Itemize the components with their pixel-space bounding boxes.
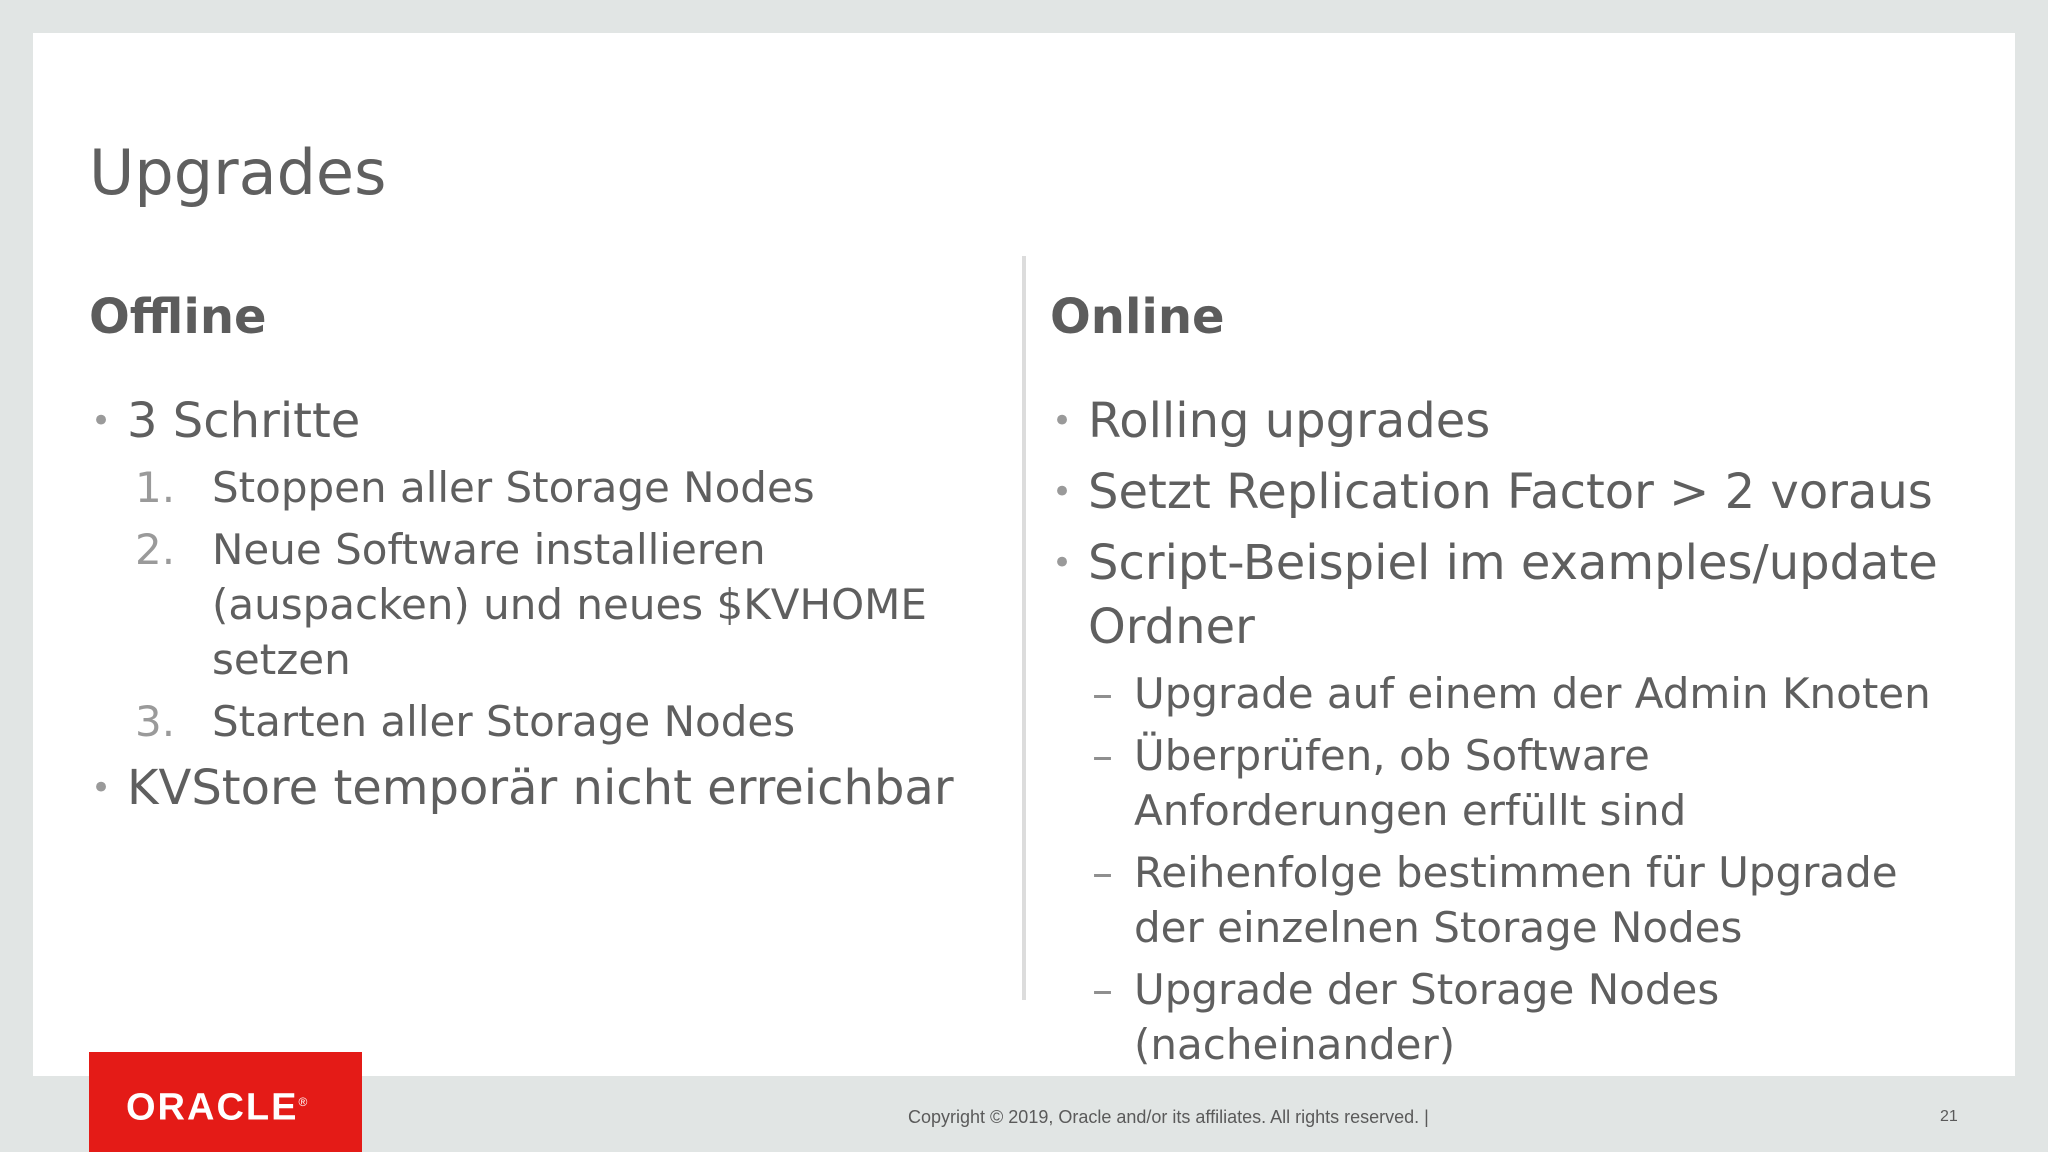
dash-icon: – xyxy=(1092,669,1113,718)
offline-column xyxy=(89,285,989,827)
online-list xyxy=(1050,389,1970,659)
bullet-icon: • xyxy=(1052,543,1073,583)
column-divider xyxy=(1022,256,1026,1000)
bullet-icon: • xyxy=(1052,401,1073,441)
bullet-item xyxy=(89,389,989,453)
step-item xyxy=(89,522,989,687)
offline-heading: Offline xyxy=(89,289,267,345)
sub-item-text: Überprüfen, ob Software Anforderungen erfüllt sind xyxy=(1134,731,1687,835)
step-text: Stoppen aller Storage Nodes xyxy=(212,463,815,512)
offline-list xyxy=(89,389,989,453)
bullet-item xyxy=(1050,460,1970,524)
sub-item-text: Upgrade der Storage Nodes (nacheinander) xyxy=(1134,965,1720,1069)
bullet-icon: • xyxy=(91,768,112,808)
offline-list-2 xyxy=(89,756,989,820)
dash-icon: – xyxy=(1092,731,1113,780)
online-heading: Online xyxy=(1050,289,1225,345)
step-number: 1. xyxy=(135,463,176,512)
bullet-item xyxy=(1050,531,1970,659)
online-sub-list xyxy=(1050,666,1970,1072)
step-number: 2. xyxy=(135,525,176,574)
bullet-text: 3 Schritte xyxy=(127,393,361,449)
copyright-notice: Copyright © 2019, Oracle and/or its affiliates. All rights reserved. | xyxy=(908,1107,1429,1127)
oracle-logo-text xyxy=(126,1080,309,1130)
bullet-item xyxy=(89,756,989,820)
step-text: Starten aller Storage Nodes xyxy=(212,697,796,746)
oracle-logo xyxy=(89,1052,362,1152)
bullet-text: Setzt Replication Factor > 2 voraus xyxy=(1088,464,1933,520)
logo-wordmark: ORACLE xyxy=(126,1086,299,1129)
dash-icon: – xyxy=(1092,965,1113,1014)
bullet-item xyxy=(1050,389,1970,453)
dash-icon: – xyxy=(1092,848,1113,897)
sub-item xyxy=(1050,728,1970,838)
step-item xyxy=(89,694,989,749)
sub-item-text: Reihenfolge bestimmen für Upgrade der einzelnen Storage Nodes xyxy=(1134,848,1898,952)
sub-item xyxy=(1050,666,1970,721)
bullet-text: Rolling upgrades xyxy=(1088,393,1491,449)
registered-mark: ® xyxy=(298,1095,310,1109)
page-number: 21 xyxy=(1940,1108,1958,1125)
sub-item xyxy=(1050,962,1970,1072)
bullet-icon: • xyxy=(1052,472,1073,512)
bullet-icon: • xyxy=(91,401,112,441)
bullet-text: KVStore temporär nicht erreichbar xyxy=(127,760,954,816)
sub-item-text: Upgrade auf einem der Admin Knoten xyxy=(1134,669,1931,718)
sub-item xyxy=(1050,845,1970,955)
steps-list xyxy=(89,460,989,749)
online-column xyxy=(1050,285,1970,1079)
bullet-text: Script-Beispiel im examples/update Ordner xyxy=(1088,535,1938,655)
step-item xyxy=(89,460,989,515)
slide-title: Upgrades xyxy=(89,136,387,209)
step-number: 3. xyxy=(135,697,176,746)
step-text: Neue Software installieren (auspacken) und neues $KVHOME setzen xyxy=(212,525,927,684)
